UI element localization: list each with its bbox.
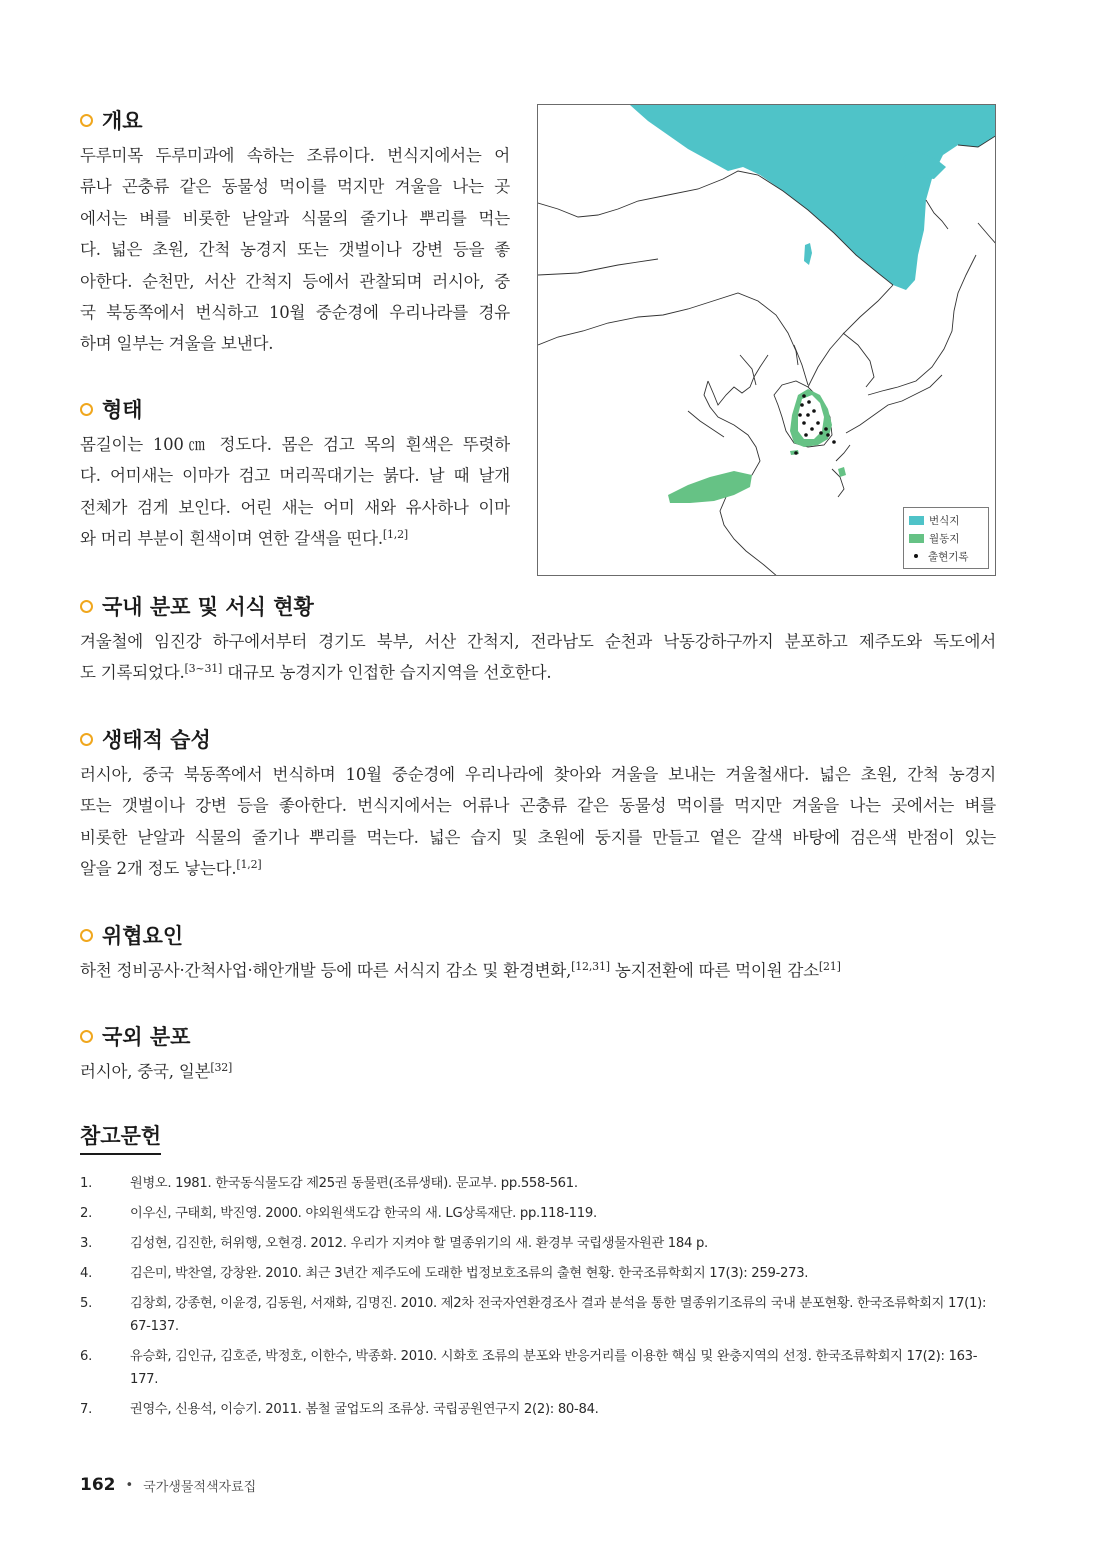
abroad-heading: 국외 분포	[80, 1021, 190, 1051]
reference-item: 2. 이우신, 구태회, 박진영. 2000. 야외원색도감 한국의 새. LG상록재단. pp.118-119.	[80, 1206, 597, 1221]
reference-item: 4. 김은미, 박찬열, 강창완. 2010. 최근 3년간 제주도에 도래한 법정보호조류의 출현 현황. 한국조류학회지 17(3): 259-273.	[80, 1266, 809, 1281]
overview-heading: 개요	[80, 105, 143, 135]
legend-wintering: 월동지	[909, 529, 983, 547]
threats-paragraph: 하천 정비공사·간척사업·해안개발 등에 따른 서식지 감소 및 환경변화,[12,31] 농지전환에 따른 먹이원 감소[21]	[80, 960, 841, 980]
morphology-paragraph: 몸길이는 100㎝ 정도다. 몸은 검고 목의 흰색은 뚜렷하 다. 어미새는 이마가 검고 머리꼭대기는 붉다. 날 때 날개 전체가 검게 보인다. 어린 새는 어미 새와 유사하나 이마 와 머리 부분이 흰색이며 연한 갈색을 띤다.[1,2]	[80, 435, 510, 549]
overview-paragraph: 두루미목 두루미과에 속하는 조류이다. 번식지에서는 어 류나 곤충류 같은 동물성 먹이를 먹지만 겨울을 나는 곳 에서는 벼를 비롯한 낟알과 식물의 줄기나 뿌리를 먹는 다. 넓은 초원, 간척 농경지 또는 갯벌이나 강변 등을 좋 아한다. 순천만, 서산 간척지 등에서 관찰되며 러시아, 중 국 북동쪽에서 번식하고 10월 중순경에 우리나라를 경유 하며 일부는 겨울을 보낸다.	[80, 146, 510, 354]
abroad-paragraph: 러시아, 중국, 일본[32]	[80, 1061, 233, 1081]
circle-bullet-icon	[80, 1030, 93, 1043]
citation: [1,2]	[382, 528, 408, 542]
wintering-area-japan	[838, 467, 846, 477]
reference-item: 1. 원병오. 1981. 한국동식물도감 제25권 동물편(조류생태). 문교부. pp.558-561.	[80, 1176, 578, 1191]
circle-bullet-icon	[80, 929, 93, 942]
reference-item: 6. 유승화, 김인규, 김호준, 박정호, 이한수, 박종화. 2010. 시화호 조류의 분포와 반응거리를 이용한 핵심 및 완충지역의 선정. 한국조류학회지 17(2): 163-177.	[80, 1349, 978, 1387]
circle-bullet-icon	[80, 114, 93, 127]
distribution-map-svg	[538, 105, 996, 576]
domestic-heading: 국내 분포 및 서식 현황	[80, 591, 314, 621]
wintering-swatch-icon	[909, 534, 924, 543]
threats-heading: 위협요인	[80, 920, 183, 950]
legend-records: 출현기록	[909, 547, 983, 565]
footer-separator: •	[125, 1477, 134, 1493]
circle-bullet-icon	[80, 600, 93, 613]
reference-item: 7. 권영수, 신용석, 이승기. 2011. 봄철 굴업도의 조류상. 국립공원연구지 2(2): 80-84.	[80, 1402, 599, 1417]
circle-bullet-icon	[80, 403, 93, 416]
citation: [12,31]	[571, 960, 610, 973]
reference-item: 3. 김성현, 김진한, 허위행, 오현경. 2012. 우리가 지켜야 할 멸종위기의 새. 환경부 국립생물자원관 184 p.	[80, 1236, 708, 1251]
page-footer	[80, 1475, 256, 1495]
citation: [3~31]	[184, 662, 223, 676]
series-title: 국가생물적색자료집	[143, 1479, 257, 1495]
map-legend	[903, 507, 989, 569]
circle-bullet-icon	[80, 733, 93, 746]
wintering-area-china	[668, 471, 752, 503]
breeding-area-small	[804, 243, 812, 265]
record-dot-icon	[914, 554, 918, 558]
domestic-paragraph: 겨울철에 임진강 하구에서부터 경기도 북부, 서산 간척지, 전라남도 순천과 낙동강하구까지 분포하고 제주도와 독도에서 도 기록되었다.[3~31] 대규모 농경지가 인접한 습지지역을 선호한다.	[80, 632, 996, 683]
citation: [21]	[818, 960, 841, 973]
references-title: 참고문헌	[80, 1120, 161, 1155]
citation: [32]	[210, 1061, 233, 1074]
ecology-heading: 생태적 습성	[80, 724, 211, 754]
morphology-heading: 형태	[80, 394, 143, 424]
breeding-area-russia	[630, 105, 996, 290]
reference-item: 5. 김창회, 강종현, 이윤경, 김동원, 서재화, 김명진. 2010. 제2차 전국자연환경조사 결과 분석을 통한 멸종위기조류의 국내 분포현황. 한국조류학회지 17(1): 67-137.	[80, 1296, 987, 1334]
distribution-map	[537, 104, 996, 576]
reference-list	[80, 1172, 1000, 1428]
legend-breeding: 번식지	[909, 511, 983, 529]
ecology-paragraph: 러시아, 중국 북동쪽에서 번식하며 10월 중순경에 우리나라에 찾아와 겨울을 보내는 겨울철새다. 넓은 초원, 간척 농경지 또는 갯벌이나 강변 등을 좋아한다. 번식지에서는 어류나 곤충류 같은 동물성 먹이를 먹지만 겨울을 나는 곳에서는 벼를 비롯한 낟알과 식물의 줄기나 뿌리를 먹는다. 넓은 습지 및 초원에 둥지를 만들고 옅은 갈색 바탕에 검은색 반점이 있는 알을 2개 정도 낳는다.[1,2]	[80, 765, 996, 879]
page-number: 162	[80, 1475, 116, 1495]
breeding-swatch-icon	[909, 516, 924, 525]
citation: [1,2]	[236, 858, 262, 872]
